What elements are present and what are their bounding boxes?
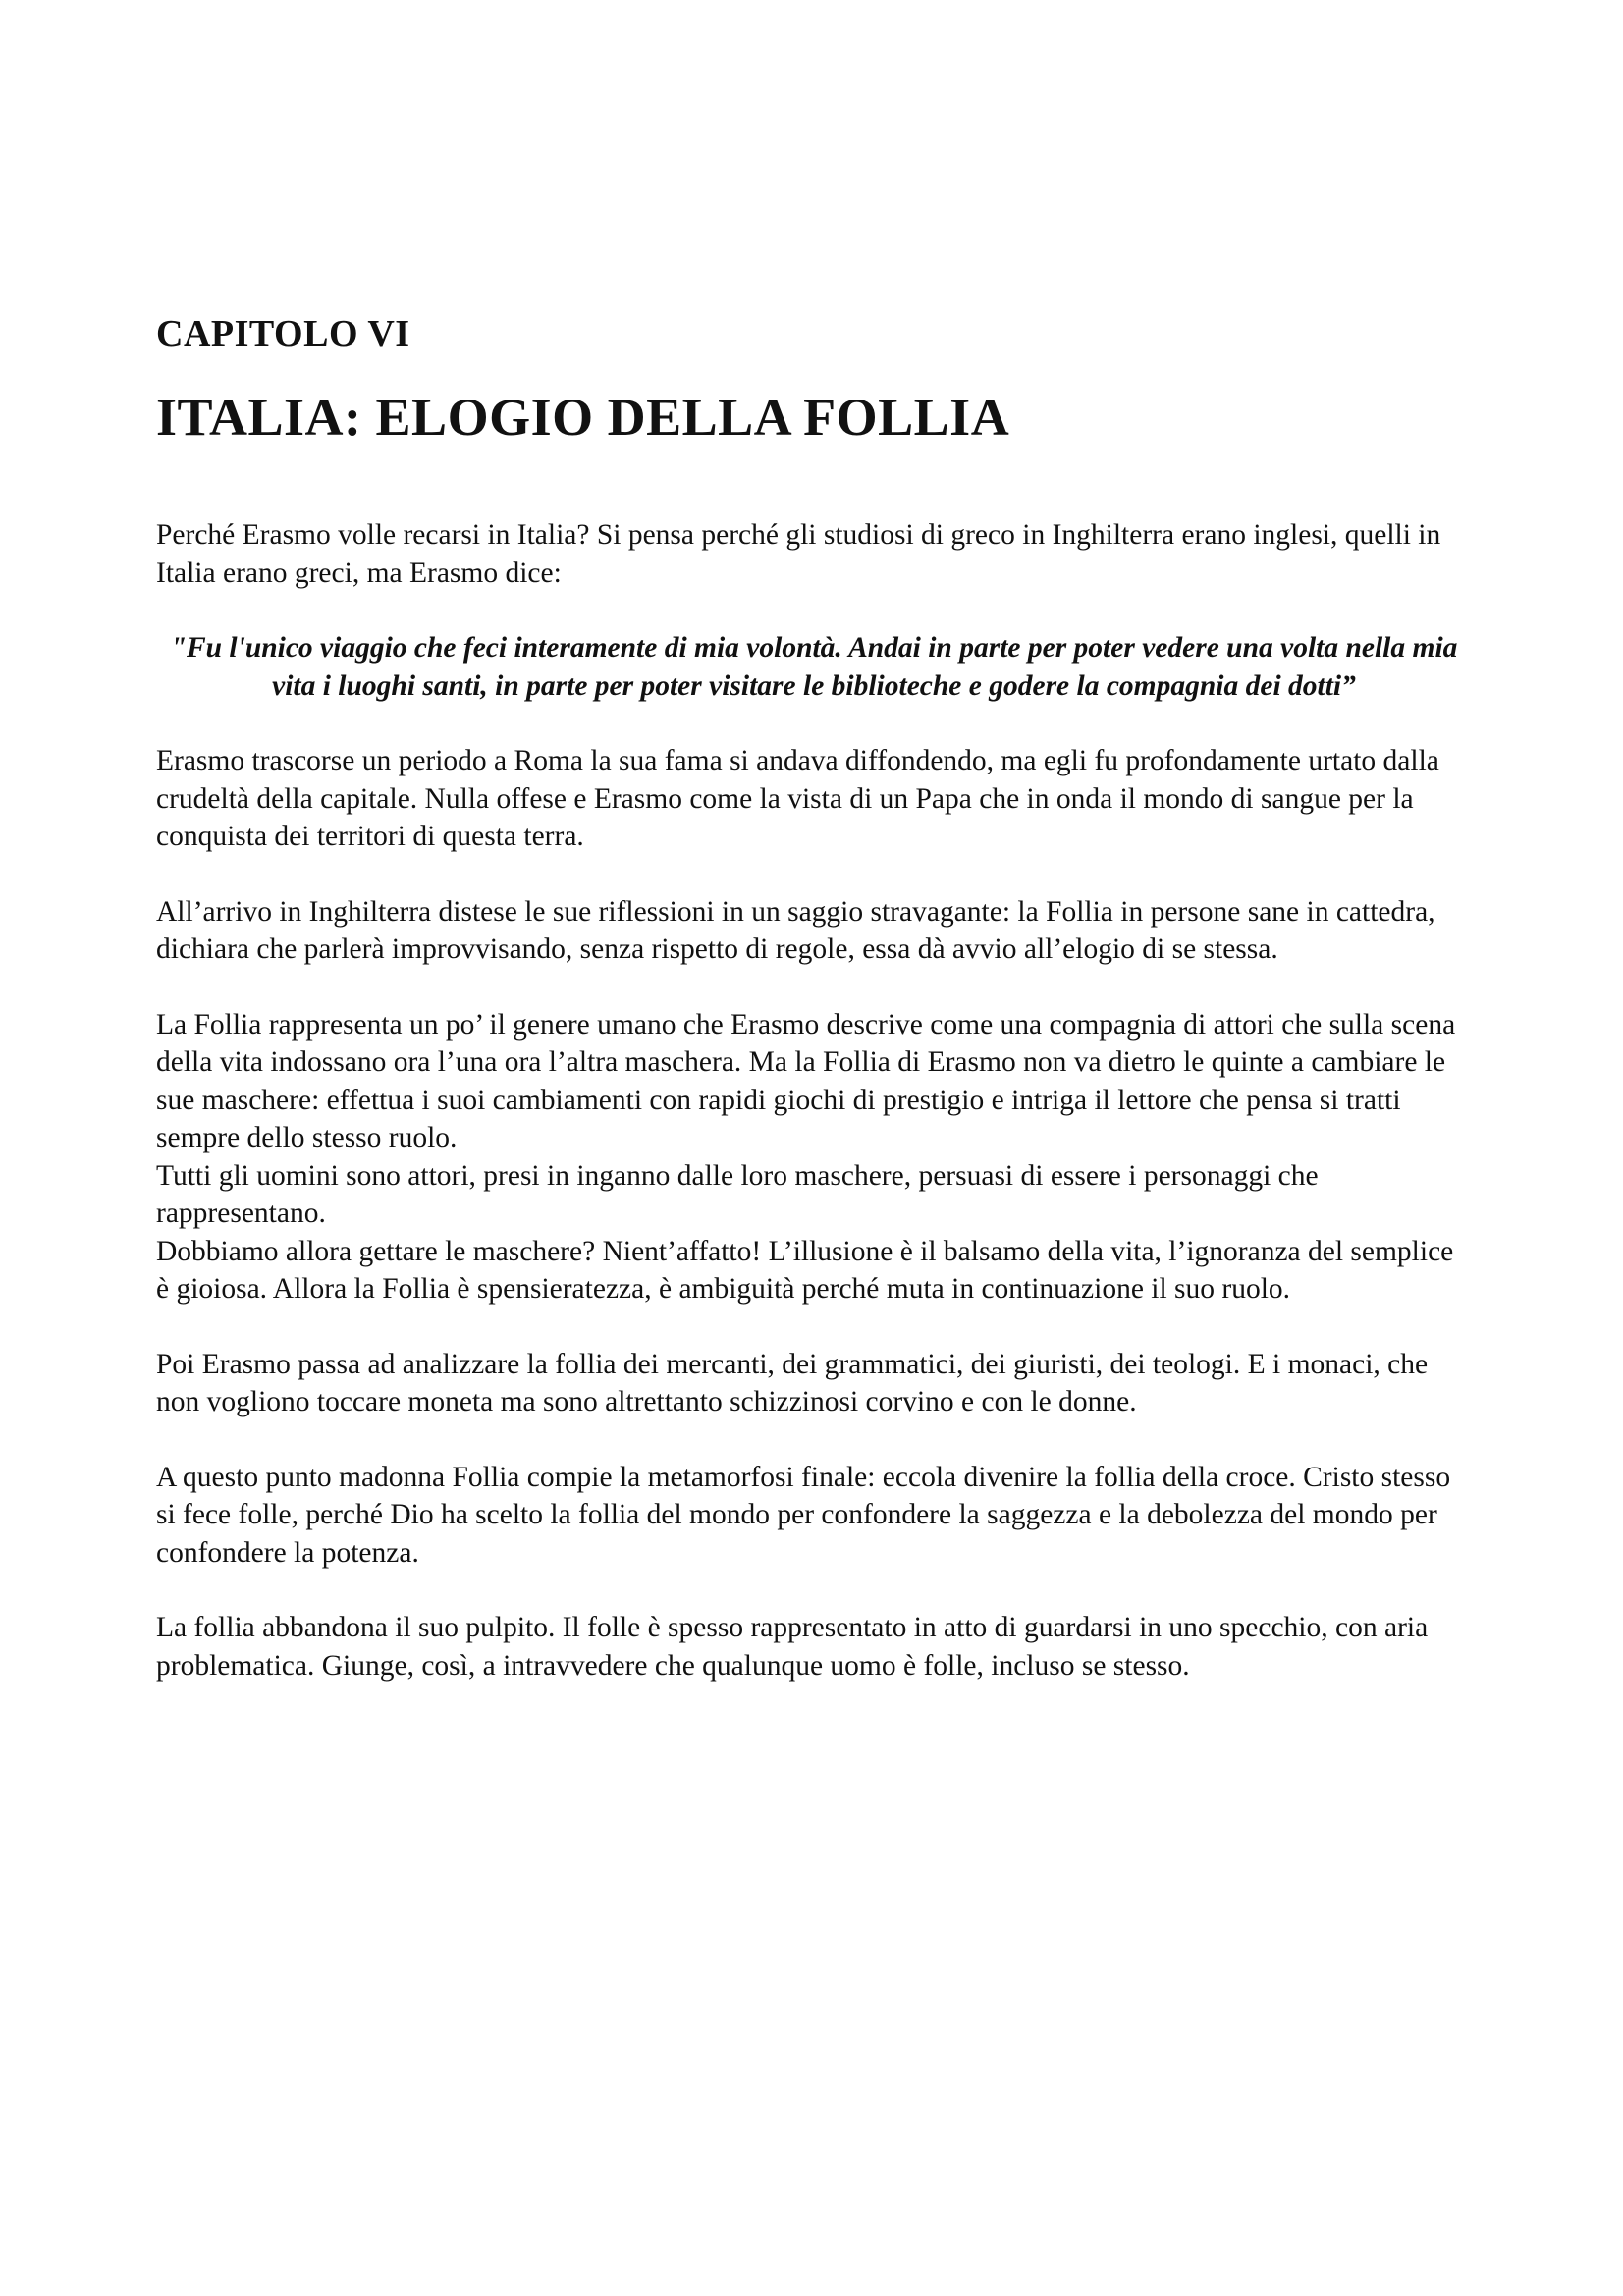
paragraph-cross: A questo punto madonna Follia compie la metamorfosi finale: eccola divenire la follia della croce. Cristo stesso si fece folle, perché Dio ha scelto la follia del mondo per confondere la saggezza e la debolezza del mondo per confondere la potenza. — [156, 1461, 1451, 1569]
paragraph-illusion: Dobbiamo allora gettare le maschere? Nient’affatto! L’illusione è il balsamo della vita, l’ignoranza del semplice è gioiosa. Allora la Follia è spensieratezza, è ambiguità perché muta in continuazione il suo ruolo. — [156, 1235, 1454, 1305]
paragraph-merchants: Poi Erasmo passa ad analizzare la follia dei mercanti, dei grammatici, dei giuristi, dei teologi. E i monaci, che non vogliono toccare moneta ma sono altrettanto schizzinosi corvino e con le donne. — [156, 1348, 1429, 1417]
paragraph-england: All’arrivo in Inghilterra distese le sue riflessioni in un saggio stravagante: la Follia in persone sane in cattedra, dichiara che parlerà improvvisando, senza rispetto di regole, essa dà avvio all’elogio di se stessa. — [156, 895, 1435, 965]
paragraph-actors: Tutti gli uomini sono attori, presi in inganno dalle loro maschere, persuasi di essere i personaggi che rappresentano. — [156, 1159, 1319, 1229]
document-body — [156, 516, 1472, 1722]
paragraph-mirror: La follia abbandona il suo pulpito. Il folle è spesso rappresentato in atto di guardarsi in uno specchio, con aria problematica. Giunge, così, a intravvedere che qualunque uomo è folle, incluso se stesso. — [156, 1612, 1429, 1682]
paragraph-masks: La Follia rappresenta un po’ il genere umano che Erasmo descrive come una compagnia di attori che sulla scena della vita indossano ora l’una ora l’altra maschera. Ma la Follia di Erasmo non va dietro le quinte a cambiare le sue maschere: effettua i suoi cambiamenti con rapidi giochi di prestigio e intriga il lettore che pensa si tratti sempre dello stesso ruolo. — [156, 1008, 1456, 1153]
chapter-label: CAPITOLO VI — [156, 313, 410, 354]
quotation: "Fu l'unico viaggio che feci interamente di mia volontà. Andai in parte per poter vedere una volta nella mia vita i luoghi santi, in parte per poter visitare le biblioteche e godere la compagnia dei dotti” — [170, 632, 1458, 702]
paragraph-intro: Perché Erasmo volle recarsi in Italia? Si pensa perché gli studiosi di greco in Inghilterra erano inglesi, quelli in Italia erano greci, ma Erasmo dice: — [156, 519, 1441, 589]
chapter-title: ITALIA: ELOGIO DELLA FOLLIA — [156, 388, 1010, 447]
paragraph-rome: Erasmo trascorse un periodo a Roma la sua fama si andava diffondendo, ma egli fu profondamente urtato dalla crudeltà della capitale. Nulla offese e Erasmo come la vista di un Papa che in onda il mondo di sangue per la conquista dei territori di questa terra. — [156, 745, 1439, 852]
